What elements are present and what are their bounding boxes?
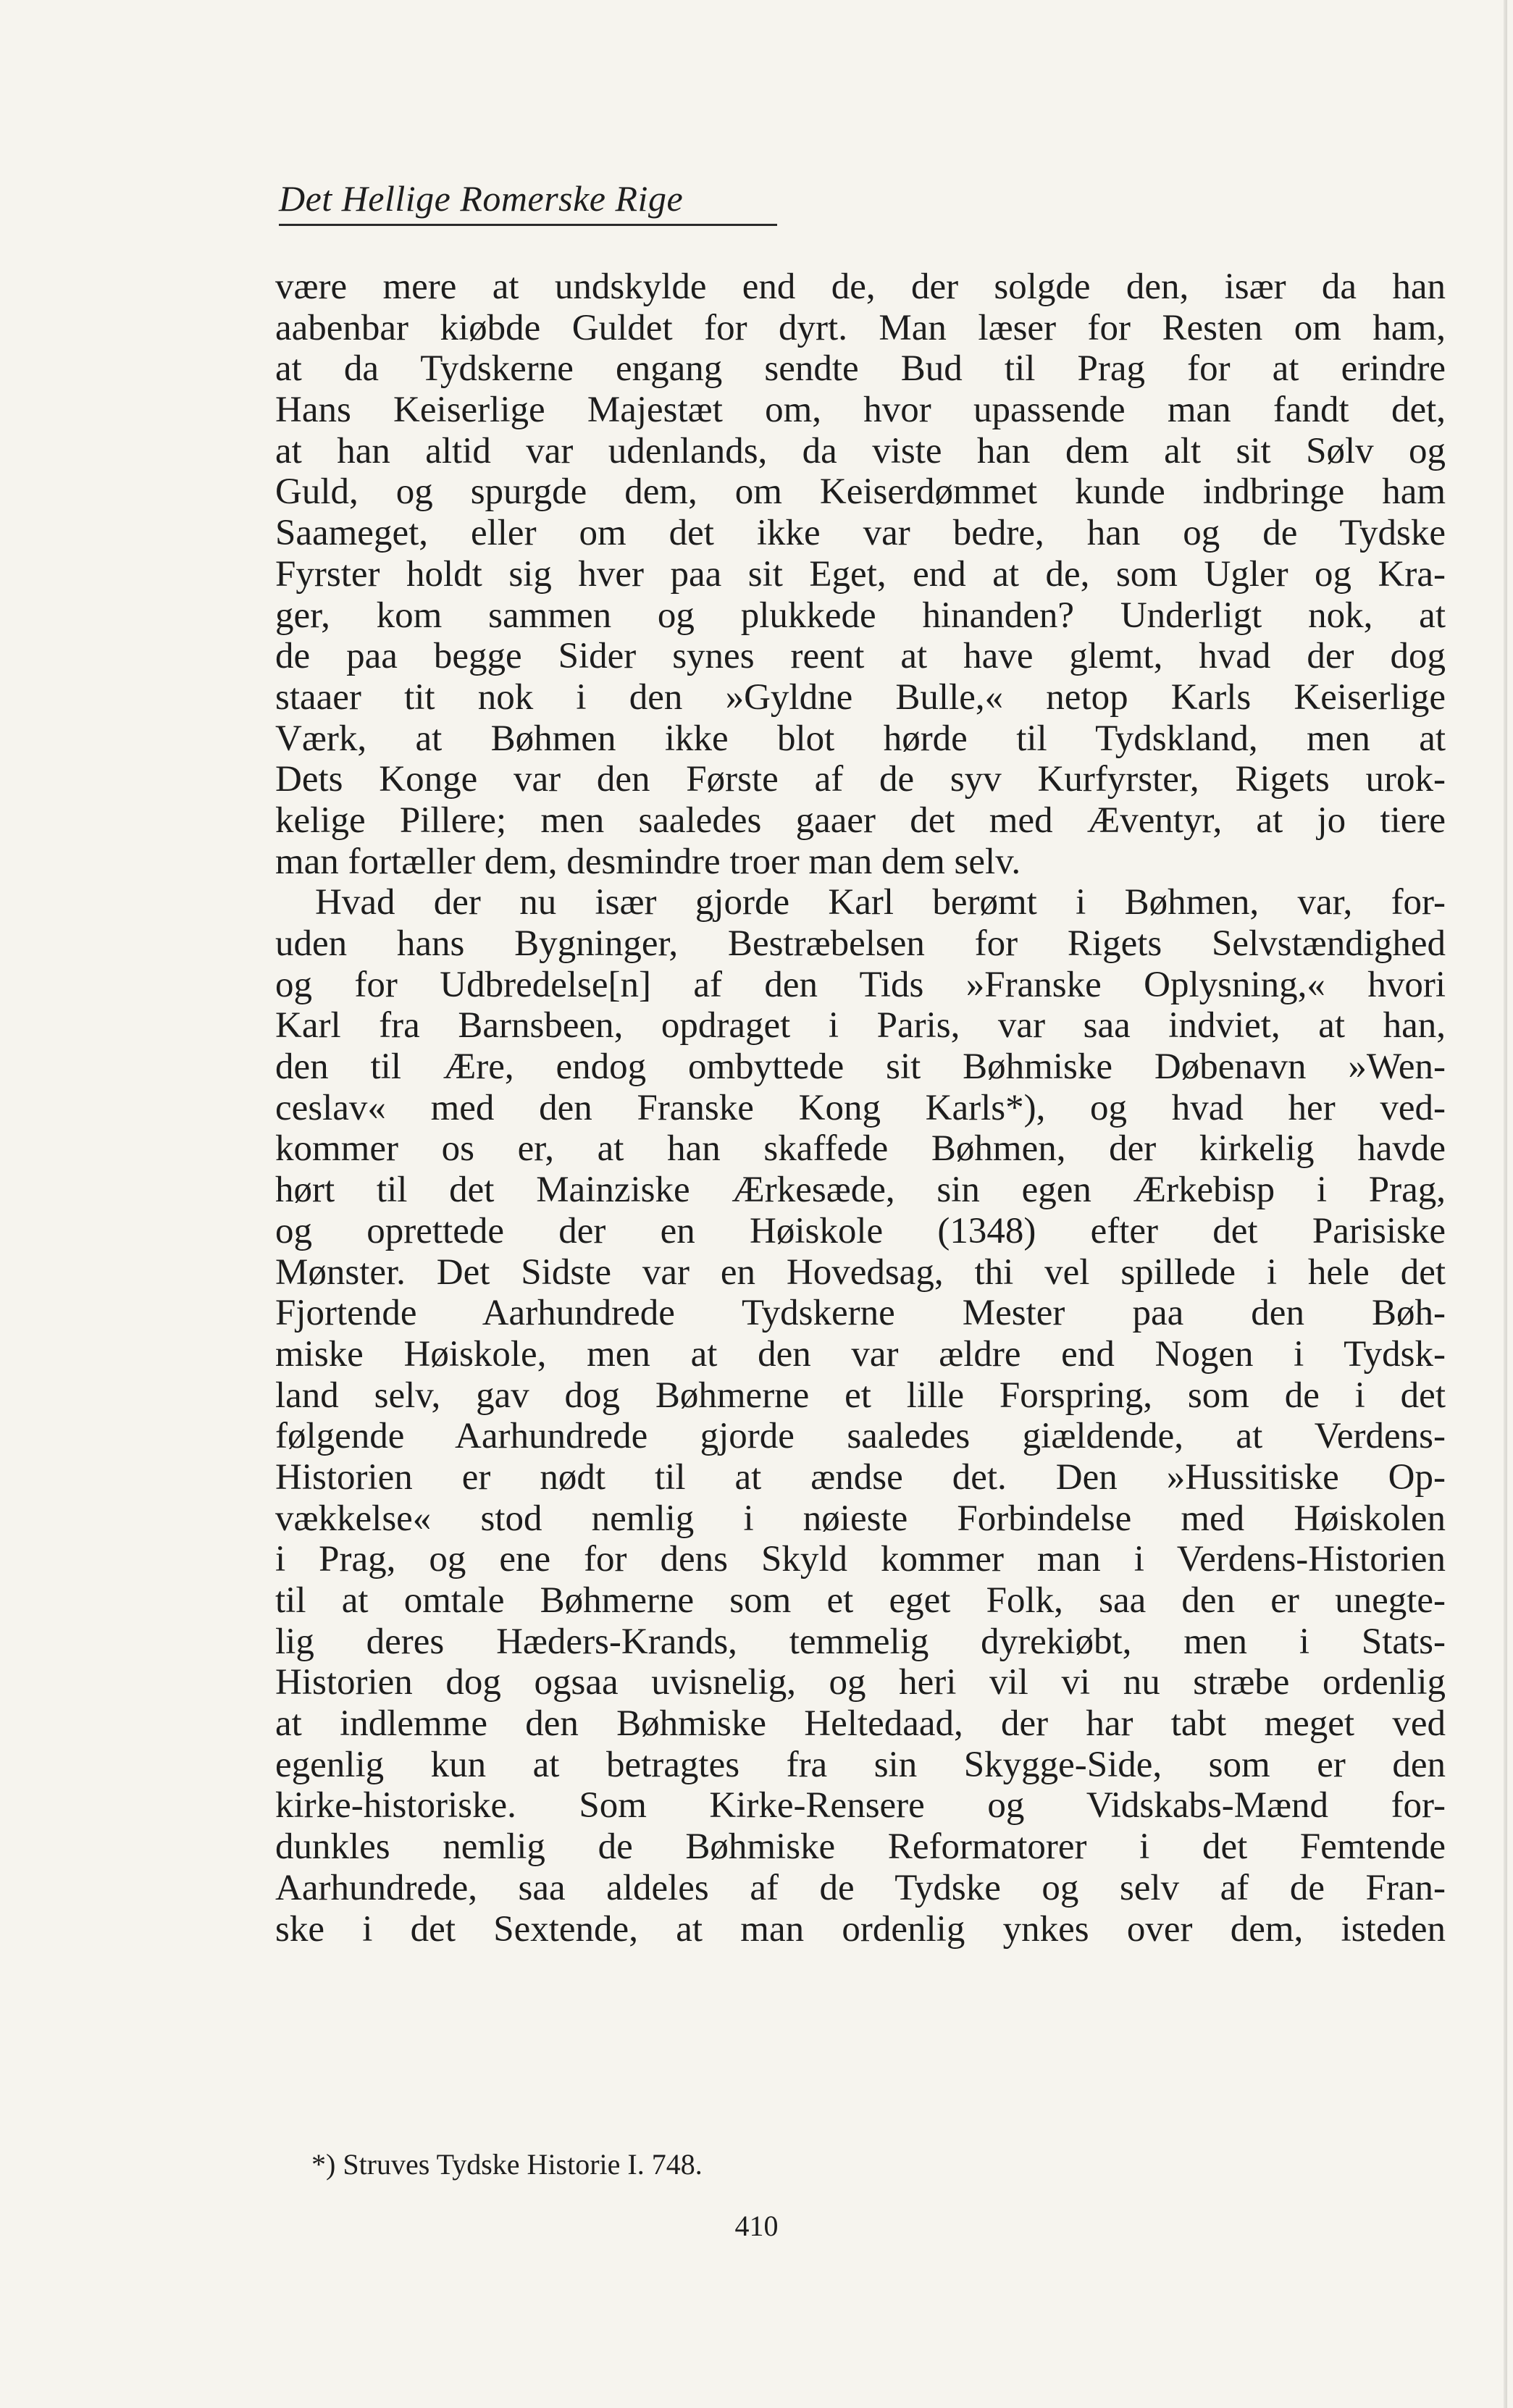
page-number: 410 <box>734 2210 779 2242</box>
text-line: uden hans Bygninger, Bestræbelsen for Rigets Selvstændighed <box>275 923 1446 964</box>
text-line: dunkles nemlig de Bøhmiske Reformatorer i det Femtende <box>275 1826 1446 1868</box>
text-line: og for Udbredelse[n] af den Tids »Franske Oplysning,« hvori <box>275 964 1446 1005</box>
text-line: følgende Aarhundrede gjorde saaledes giældende, at Verdens- <box>275 1416 1446 1457</box>
text-line: Dets Konge var den Første af de syv Kurfyrster, Rigets urok- <box>275 759 1446 800</box>
text-line: egenlig kun at betragtes fra sin Skygge-Side, som er den <box>275 1744 1446 1785</box>
text-line: Historien dog ogsaa uvisnelig, og heri vil vi nu stræbe ordenlig <box>275 1662 1446 1703</box>
text-line: kelige Pillere; men saaledes gaaer det med Æventyr, at jo tiere <box>275 800 1446 841</box>
text-line: ceslav« med den Franske Kong Karls*), og hvad her ved- <box>275 1087 1446 1128</box>
text-line: i Prag, og ene for dens Skyld kommer man i Verdens-Historien <box>275 1539 1446 1580</box>
text-line: den til Ære, endog ombyttede sit Bøhmiske Døbenavn »Wen- <box>275 1046 1446 1088</box>
text-line: til at omtale Bøhmerne som et eget Folk, saa den er unegte- <box>275 1580 1446 1621</box>
text-line: Karl fra Barnsbeen, opdraget i Paris, var saa indviet, at han, <box>275 1005 1446 1046</box>
text-line: man fortæller dem, desmindre troer man dem selv. <box>275 841 1021 882</box>
text-line: aabenbar kiøbde Guldet for dyrt. Man læser for Resten om ham, <box>275 307 1446 348</box>
text-line: de paa begge Sider synes reent at have glemt, hvad der dog <box>275 636 1446 677</box>
text-line: kirke-historiske. Som Kirke-Rensere og Vidskabs-Mænd for- <box>275 1785 1446 1826</box>
text-line: være mere at undskylde end de, der solgde den, især da han <box>275 267 1446 307</box>
text-line: Hans Keiserlige Majestæt om, hvor upassende man fandt det, <box>275 390 1446 431</box>
text-line: staaer tit nok i den »Gyldne Bulle,« netop Karls Keiserlige <box>275 676 1446 718</box>
text-line: at han altid var udenlands, da viste han dem alt sit Sølv og <box>275 430 1446 471</box>
body-text <box>275 267 1446 1950</box>
text-line: at da Tydskerne engang sendte Bud til Prag for at erindre <box>275 348 1446 390</box>
text-line: hørt til det Mainziske Ærkesæde, sin egen Ærkebisp i Prag, <box>275 1170 1446 1211</box>
scan-edge <box>1504 0 1507 2408</box>
text-line: at indlemme den Bøhmiske Heltedaad, der har tabt meget ved <box>275 1703 1446 1745</box>
footnote: *) Struves Tydske Historie I. 748. <box>311 2148 703 2181</box>
text-line: Mønster. Det Sidste var en Hovedsag, thi vel spillede i hele det <box>275 1251 1446 1293</box>
text-line: miske Høiskole, men at den var ældre end Nogen i Tydsk- <box>275 1333 1446 1375</box>
text-line: Guld, og spurgde dem, om Keiserdømmet kunde indbringe ham <box>275 471 1446 513</box>
text-line: Aarhundrede, saa aldeles af de Tydske og selv af de Fran- <box>275 1867 1446 1908</box>
text-line: vækkelse« stod nemlig i nøieste Forbindelse med Høiskolen <box>275 1498 1446 1539</box>
text-line: Fyrster holdt sig hver paa sit Eget, end at de, som Ugler og Kra- <box>275 553 1446 595</box>
text-line: lig deres Hæders-Krands, temmelig dyrekiøbt, men i Stats- <box>275 1621 1446 1662</box>
text-line: land selv, gav dog Bøhmerne et lille Forspring, som de i det <box>275 1375 1446 1416</box>
text-line: og oprettede der en Høiskole (1348) efter det Parisiske <box>275 1210 1446 1251</box>
text-line: ske i det Sextende, at man ordenlig ynkes over dem, isteden <box>275 1908 1446 1950</box>
text-line: Hvad der nu især gjorde Karl berømt i Bøhmen, var, for- <box>315 882 1446 923</box>
text-line: Saameget, eller om det ikke var bedre, han og de Tydske <box>275 513 1446 554</box>
text-line: ger, kom sammen og plukkede hinanden? Underligt nok, at <box>275 595 1446 636</box>
running-header: Det Hellige Romerske Rige <box>279 177 777 226</box>
text-line: Historien er nødt til at ændse det. Den »Hussitiske Op- <box>275 1456 1446 1498</box>
text-line: Fjortende Aarhundrede Tydskerne Mester paa den Bøh- <box>275 1293 1446 1334</box>
text-line: Værk, at Bøhmen ikke blot hørde til Tydskland, men at <box>275 718 1446 759</box>
text-line: kommer os er, at han skaffede Bøhmen, der kirkelig havde <box>275 1128 1446 1170</box>
